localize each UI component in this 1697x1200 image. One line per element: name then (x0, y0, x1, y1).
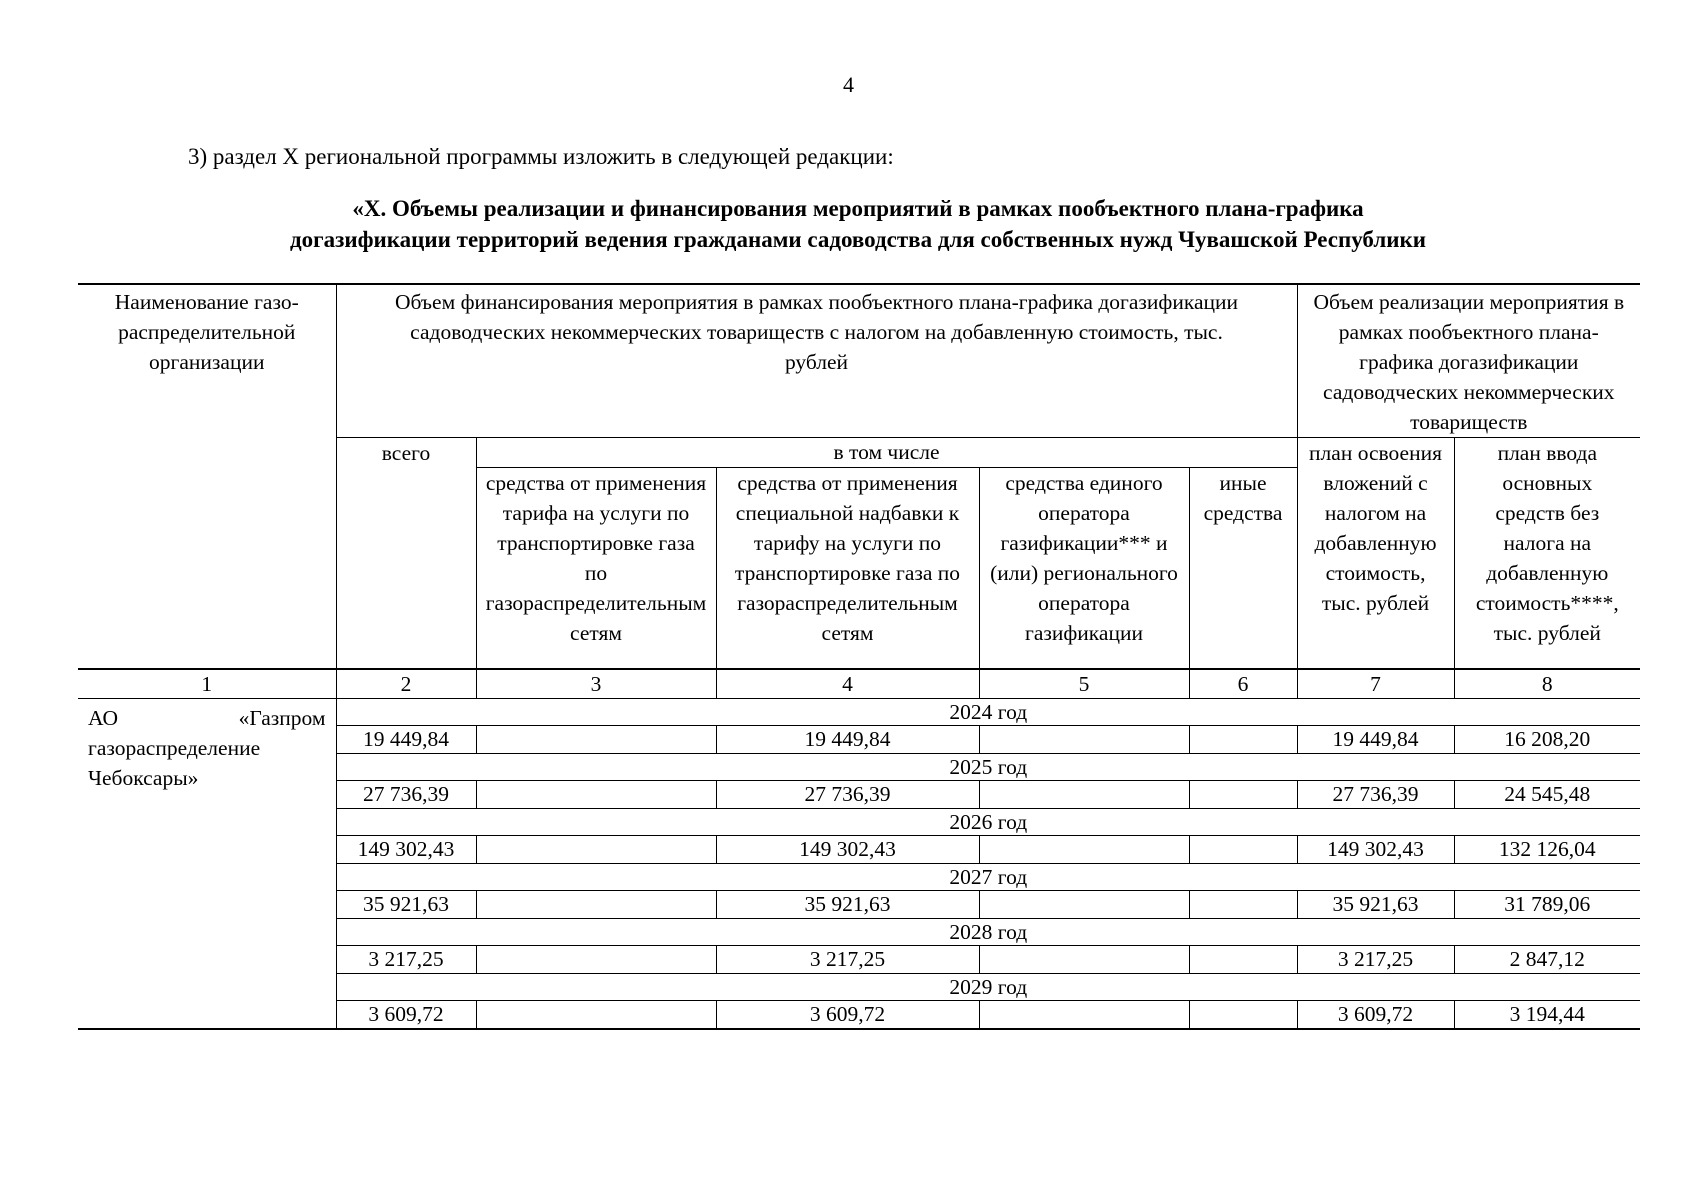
value-total: 3 609,72 (336, 1001, 476, 1030)
value-tariff (476, 726, 716, 754)
value-commissioning-plan: 2 847,12 (1454, 946, 1640, 974)
value-commissioning-plan: 3 194,44 (1454, 1001, 1640, 1030)
page-number: 4 (843, 72, 854, 97)
value-tariff (476, 781, 716, 809)
year-label: 2028 год (336, 919, 1640, 946)
header-col6: иные средства (1189, 468, 1297, 670)
value-special-surcharge: 19 449,84 (716, 726, 979, 754)
column-number: 7 (1297, 669, 1454, 699)
header-col4: средства от применения специальной надбавки к тарифу на услуги по транспортировке газа по газораспределительным сетям (716, 468, 979, 670)
value-other (1189, 836, 1297, 864)
value-gasification-operator (979, 1001, 1189, 1030)
column-numbers-row (78, 669, 1640, 699)
header-row-1 (78, 284, 1640, 438)
value-investment-plan: 19 449,84 (1297, 726, 1454, 754)
year-label: 2024 год (336, 699, 1640, 726)
column-number: 4 (716, 669, 979, 699)
header-total: всего (336, 438, 476, 670)
value-total: 3 217,25 (336, 946, 476, 974)
value-tariff (476, 836, 716, 864)
year-label: 2029 год (336, 974, 1640, 1001)
year-label: 2025 год (336, 754, 1640, 781)
column-number: 5 (979, 669, 1189, 699)
value-gasification-operator (979, 946, 1189, 974)
value-other (1189, 1001, 1297, 1030)
value-special-surcharge: 35 921,63 (716, 891, 979, 919)
value-gasification-operator (979, 781, 1189, 809)
value-investment-plan: 3 217,25 (1297, 946, 1454, 974)
section-title (78, 193, 1638, 255)
value-other (1189, 726, 1297, 754)
column-number: 6 (1189, 669, 1297, 699)
value-investment-plan: 149 302,43 (1297, 836, 1454, 864)
value-tariff (476, 1001, 716, 1030)
value-investment-plan: 3 609,72 (1297, 1001, 1454, 1030)
value-total: 19 449,84 (336, 726, 476, 754)
header-implementation: Объем реализации мероприятия в рамках пообъектного плана-графика догазификации садоводческих некоммерческих товариществ (1297, 284, 1640, 438)
value-total: 149 302,43 (336, 836, 476, 864)
value-total: 35 921,63 (336, 891, 476, 919)
value-gasification-operator (979, 726, 1189, 754)
value-commissioning-plan: 16 208,20 (1454, 726, 1640, 754)
value-special-surcharge: 149 302,43 (716, 836, 979, 864)
header-org-name: Наименование газо-распределительной организации (78, 284, 336, 669)
value-special-surcharge: 27 736,39 (716, 781, 979, 809)
value-other (1189, 891, 1297, 919)
value-total: 27 736,39 (336, 781, 476, 809)
header-financing: Объем финансирования мероприятия в рамках пообъектного плана-графика догазификации садоводческих некоммерческих товариществ с налогом на добавленную стоимость, тыс. рублей (336, 284, 1297, 438)
column-number: 8 (1454, 669, 1640, 699)
value-tariff (476, 891, 716, 919)
section-title-line-2: догазификации территорий ведения гражданами садоводства для собственных нужд Чувашской Республики (290, 227, 1426, 252)
value-investment-plan: 35 921,63 (1297, 891, 1454, 919)
value-gasification-operator (979, 891, 1189, 919)
value-special-surcharge: 3 609,72 (716, 1001, 979, 1030)
value-other (1189, 946, 1297, 974)
financing-table (78, 283, 1640, 1030)
value-commissioning-plan: 24 545,48 (1454, 781, 1640, 809)
header-col8: план ввода основных средств без налога на добавленную стоимость****, тыс. рублей (1475, 441, 1619, 645)
organization-name: АО «Газпром газораспределение Чебоксары» (78, 699, 336, 1030)
column-number: 2 (336, 669, 476, 699)
column-number: 1 (78, 669, 336, 699)
header-col5: средства единого оператора газификации*** и (или) регионального оператора газификации (979, 468, 1189, 670)
header-col3: средства от применения тарифа на услуги по транспортировке газа по газораспределительным сетям (476, 468, 716, 670)
header-including: в том числе (476, 438, 1297, 468)
year-label: 2026 год (336, 809, 1640, 836)
value-investment-plan: 27 736,39 (1297, 781, 1454, 809)
value-special-surcharge: 3 217,25 (716, 946, 979, 974)
value-commissioning-plan: 132 126,04 (1454, 836, 1640, 864)
column-number: 3 (476, 669, 716, 699)
section-title-line-1: «X. Объемы реализации и финансирования мероприятий в рамках пообъектного плана-графика (352, 196, 1364, 221)
value-other (1189, 781, 1297, 809)
year-label: 2027 год (336, 864, 1640, 891)
value-tariff (476, 946, 716, 974)
header-col7: план освоения вложений с налогом на добавленную стоимость, тыс. рублей (1297, 438, 1454, 670)
value-commissioning-plan: 31 789,06 (1454, 891, 1640, 919)
intro-text: 3) раздел X региональной программы изложить в следующей редакции: (188, 144, 894, 169)
year-row (78, 699, 1640, 726)
value-gasification-operator (979, 836, 1189, 864)
